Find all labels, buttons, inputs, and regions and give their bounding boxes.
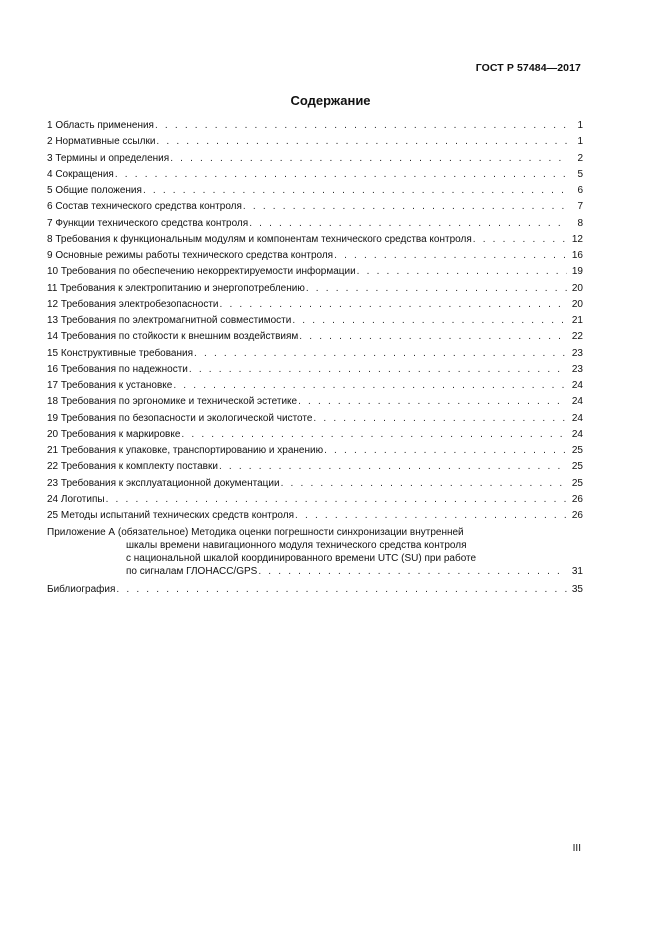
toc-entry-label: 23 Требования к эксплуатационной документации xyxy=(47,477,280,489)
toc-entry-label: 11 Требования к электропитанию и энергопотреблению xyxy=(47,282,305,294)
toc-entry-label: 12 Требования электробезопасности xyxy=(47,298,219,310)
toc-entry-label: 17 Требования к установке xyxy=(47,380,173,391)
toc-entry-page-number: 25 xyxy=(571,461,583,473)
toc-entry-label: 16 Требования по надежности xyxy=(47,363,188,375)
toc-entry-label: 3 Термины и определения xyxy=(47,152,170,164)
document-code: ГОСТ Р 57484—2017 xyxy=(475,62,581,74)
toc-entry-page-number: 16 xyxy=(571,250,583,261)
appendix-page-number: 31 xyxy=(571,566,583,578)
toc-entry[interactable] xyxy=(47,281,583,297)
toc-leader-dots xyxy=(292,313,567,329)
toc-entry-page-number: 6 xyxy=(577,185,583,196)
toc-entry-label: 22 Требования к комплекту поставки xyxy=(47,461,218,473)
toc-leader-dots xyxy=(473,232,567,248)
toc-entry-label: 4 Сокращения xyxy=(47,168,114,180)
appendix-line-3: с национальной шкалой координированного времени UTC (SU) при работе xyxy=(126,553,477,565)
toc-bibliography-entry[interactable] xyxy=(47,582,583,598)
toc-leader-dots xyxy=(156,134,567,150)
toc-leader-dots xyxy=(220,297,568,313)
toc-entry[interactable] xyxy=(47,459,583,475)
toc-entry[interactable] xyxy=(47,346,583,362)
toc-entry-page-number: 2 xyxy=(577,152,583,164)
toc-entry[interactable] xyxy=(47,151,583,167)
toc-entry-label: 19 Требования по безопасности и экологической чистоте xyxy=(47,412,313,424)
toc-entry-label: 20 Требования к маркировке xyxy=(47,428,181,440)
toc-entry[interactable] xyxy=(47,216,583,232)
toc-entry[interactable] xyxy=(47,264,583,280)
toc-entry[interactable] xyxy=(47,183,583,199)
toc-entry-page-number: 7 xyxy=(577,201,583,213)
toc-leader-dots xyxy=(298,394,567,410)
toc-leader-dots xyxy=(115,167,567,183)
toc-entry-label: 18 Требования по эргономике и технической эстетике xyxy=(47,396,298,408)
appendix-line-1: Приложение А (обязательное) Методика оценки погрешности синхронизации внутренней xyxy=(47,527,464,539)
toc-leader-dots xyxy=(243,199,567,215)
toc-entry-page-number: 24 xyxy=(571,396,583,408)
toc-leader-dots xyxy=(313,411,567,427)
toc-entry[interactable] xyxy=(47,232,583,248)
toc-entry-label: 7 Функции технического средства контроля xyxy=(47,217,249,229)
toc-entry-label: 2 Нормативные ссылки xyxy=(47,136,156,148)
table-of-contents xyxy=(47,118,583,599)
toc-entry-label: 21 Требования к упаковке, транспортированию и хранению xyxy=(47,445,324,456)
toc-entry-page-number: 20 xyxy=(571,282,583,294)
toc-leader-dots xyxy=(324,443,567,459)
toc-entry-page-number: 23 xyxy=(571,347,583,359)
toc-leader-dots xyxy=(173,378,567,394)
bibliography-page-number: 35 xyxy=(571,584,583,596)
toc-entry-page-number: 24 xyxy=(571,380,583,391)
toc-entries xyxy=(47,118,583,524)
toc-entry[interactable] xyxy=(47,378,583,394)
toc-entry-label: 10 Требования по обеспечению некорректируемости информации xyxy=(47,266,356,278)
page-number: III xyxy=(572,843,581,854)
toc-entry[interactable] xyxy=(47,427,583,443)
toc-entry-page-number: 1 xyxy=(577,136,583,148)
toc-entry-page-number: 23 xyxy=(571,363,583,375)
toc-entry[interactable] xyxy=(47,167,583,183)
appendix-line-4: по сигналам ГЛОНАСС/GPS xyxy=(126,566,258,578)
toc-entry-label: 15 Конструктивные требования xyxy=(47,347,194,359)
toc-entry-label: 9 Основные режимы работы технического средства контроля xyxy=(47,250,334,261)
toc-entry-label: 1 Область применения xyxy=(47,120,154,131)
toc-leader-dots xyxy=(258,565,567,579)
toc-entry-page-number: 22 xyxy=(571,331,583,343)
toc-entry-label: 5 Общие положения xyxy=(47,185,142,196)
toc-entry[interactable] xyxy=(47,492,583,508)
toc-leader-dots xyxy=(143,183,567,199)
toc-leader-dots xyxy=(170,151,567,167)
toc-entry-page-number: 24 xyxy=(571,412,583,424)
toc-entry-label: 13 Требования по электромагнитной совместимости xyxy=(47,315,292,326)
toc-entry-page-number: 19 xyxy=(571,266,583,278)
toc-entry[interactable] xyxy=(47,313,583,329)
toc-entry[interactable] xyxy=(47,248,583,264)
bibliography-label: Библиография xyxy=(47,584,116,596)
toc-entry[interactable] xyxy=(47,476,583,492)
toc-entry-page-number: 21 xyxy=(571,315,583,326)
toc-entry[interactable] xyxy=(47,297,583,313)
toc-entry-page-number: 25 xyxy=(571,445,583,456)
toc-entry[interactable] xyxy=(47,411,583,427)
toc-entry-page-number: 24 xyxy=(571,428,583,440)
toc-leader-dots xyxy=(299,329,567,345)
toc-entry-label: 8 Требования к функциональным модулям и компонентам технического средства контроля xyxy=(47,233,472,245)
toc-leader-dots xyxy=(181,427,567,443)
toc-entry-label: 24 Логотипы xyxy=(47,493,105,505)
toc-entry-label: 14 Требования по стойкости к внешним воздействиям xyxy=(47,331,299,343)
toc-entry[interactable] xyxy=(47,362,583,378)
toc-entry[interactable] xyxy=(47,329,583,345)
toc-leader-dots xyxy=(155,118,567,134)
toc-entry[interactable] xyxy=(47,443,583,459)
toc-entry[interactable] xyxy=(47,394,583,410)
toc-entry-label: 6 Состав технического средства контроля xyxy=(47,201,242,213)
toc-leader-dots xyxy=(194,346,567,362)
toc-leader-dots xyxy=(334,248,567,264)
toc-entry-page-number: 12 xyxy=(571,233,583,245)
page-title: Содержание xyxy=(290,93,371,108)
toc-leader-dots xyxy=(306,281,567,297)
toc-entry[interactable] xyxy=(47,118,583,134)
toc-leader-dots xyxy=(295,508,567,524)
toc-leader-dots xyxy=(116,582,567,598)
toc-leader-dots xyxy=(249,216,567,232)
toc-entry[interactable] xyxy=(47,199,583,215)
appendix-line-2: шкалы времени навигационного модуля технического средства контроля xyxy=(126,540,467,552)
toc-entry-page-number: 26 xyxy=(571,510,583,521)
toc-entry[interactable] xyxy=(47,134,583,150)
toc-entry-page-number: 5 xyxy=(577,168,583,180)
toc-leader-dots xyxy=(189,362,567,378)
toc-leader-dots xyxy=(357,264,567,280)
toc-entry-page-number: 20 xyxy=(571,298,583,310)
toc-entry-page-number: 25 xyxy=(571,477,583,489)
toc-entry-page-number: 8 xyxy=(577,217,583,229)
toc-entry-label: 25 Методы испытаний технических средств контроля xyxy=(47,510,295,521)
toc-leader-dots xyxy=(281,476,567,492)
toc-leader-dots xyxy=(219,459,567,475)
toc-entry-page-number: 26 xyxy=(571,493,583,505)
toc-leader-dots xyxy=(106,492,567,508)
toc-entry-page-number: 1 xyxy=(577,120,583,131)
toc-appendix-entry[interactable] xyxy=(47,526,583,579)
toc-entry[interactable] xyxy=(47,508,583,524)
